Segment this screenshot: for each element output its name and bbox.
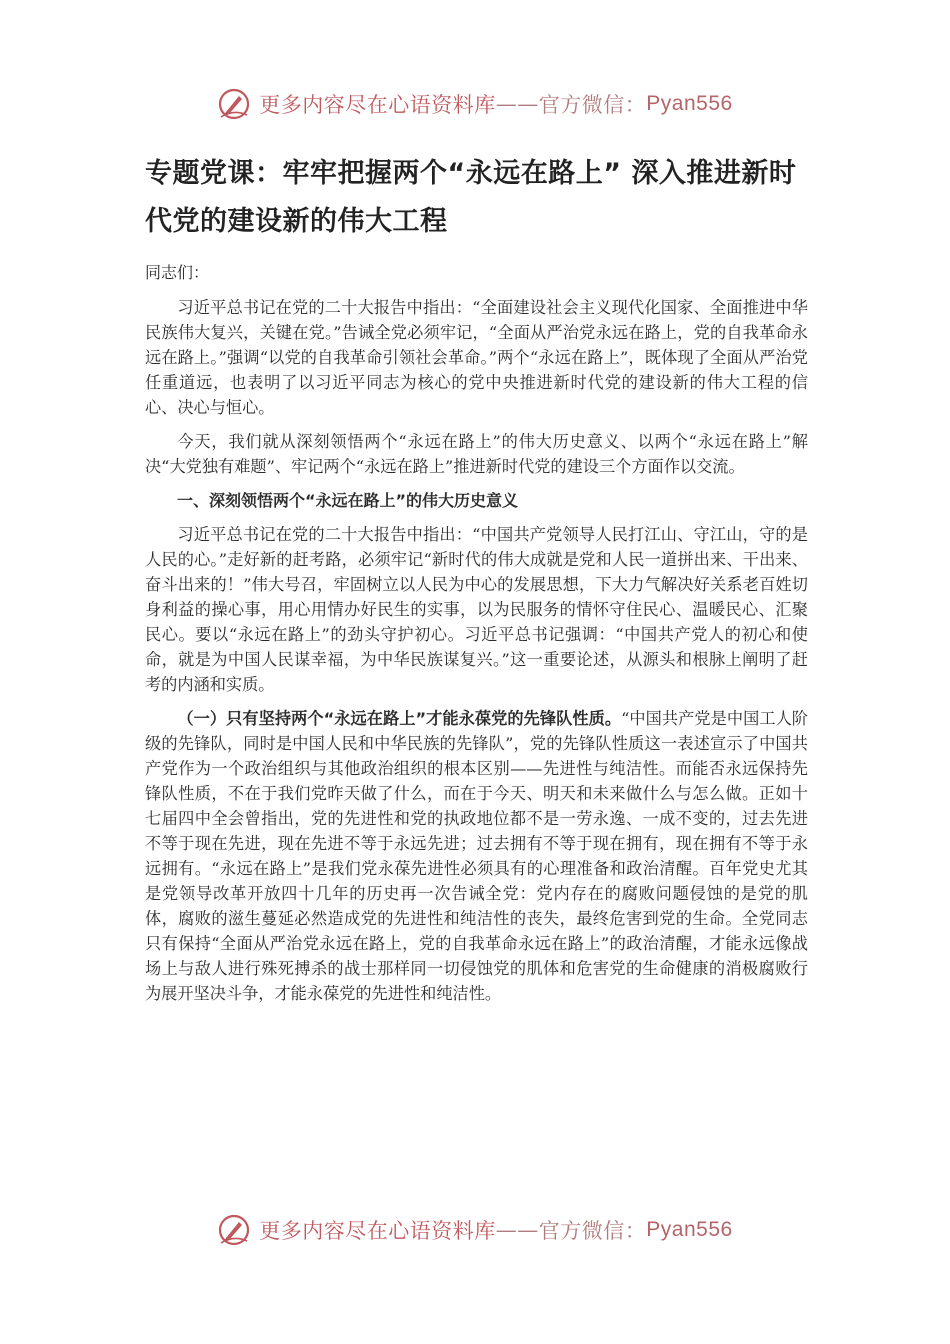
pen-logo-icon <box>217 87 251 121</box>
banner-wechat-id: Pyan556 <box>646 92 733 115</box>
subsection-body: “中国共产党是中国工人阶级的先锋队，同时是中国人民和中华民族的先锋队”，党的先锋队性质这一表述宣示了中国共产党作为一个政治组织与其他政治组织的根本区别——先进性与纯洁性。而能否永远保持先锋队性质，不在于我们党昨天做了什么，而在于今天、明天和未来做什么与怎么做。正如十七届四中全会曾指出，党的先进性和党的执政地位都不是一劳永逸、一成不变的，过去先进不等于现在先进，现在先进不等于永远先进；过去拥有不等于现在拥有，现在拥有不等于永远拥有。“永远在路上”是我们党永葆先进性必须具有的心理准备和政治清醒。百年党史尤其是党领导改革开放四十几年的历史再一次告诫全党：党内存在的腐败问题侵蚀的是党的肌体，腐败的滋生蔓延必然造成党的先进性和纯洁性的丧失，最终危害到党的生命。全党同志只有保持“全面从严治党永远在路上，党的自我革命永远在路上”的政治清醒，才能永远像战场上与敌人进行殊死搏杀的战士那样同一切侵蚀党的肌体和危害党的生命健康的消极腐败行为展开坚决斗争，才能永葆党的先进性和纯洁性。 <box>145 709 808 1003</box>
banner-text: 更多内容尽在心语资料库 <box>259 1219 496 1243</box>
paragraph-overview: 今天，我们就从深刻领悟两个“永远在路上”的伟大历史意义、以两个“永远在路上”解决“大党独有难题”、牢记两个“永远在路上”推进新时代党的建设三个方面作以交流。 <box>145 432 808 476</box>
banner-wechat-id: Pyan556 <box>646 1218 733 1241</box>
pen-logo-icon <box>217 1213 251 1247</box>
document-title: 专题党课：牢牢把握两个“永远在路上” 深入推进新时代党的建设新的伟大工程 <box>145 158 797 237</box>
document-body <box>145 150 808 1015</box>
banner-wechat-label: 官方微信： <box>538 1219 647 1243</box>
footer-banner <box>0 1210 950 1250</box>
subsection-lead: （一）只有坚持两个“永远在路上”才能永葆党的先锋队性质。 <box>177 709 622 728</box>
salutation: 同志们： <box>145 263 210 282</box>
banner-dash: —— <box>495 92 539 116</box>
header-banner <box>0 84 950 124</box>
banner-text: 更多内容尽在心语资料库 <box>259 93 496 117</box>
paragraph-subsection-1 <box>145 706 808 1006</box>
paragraph-section-1: 习近平总书记在党的二十大报告中指出：“中国共产党领导人民打江山、守江山，守的是人民的心。”走好新的赶考路，必须牢记“新时代的伟大成就是党和人民一道拼出来、干出来、奋斗出来的！”伟大号召，牢固树立以人民为中心的发展思想，下大力气解决好关系老百姓切身利益的操心事，用心用情办好民生的实事，以为民服务的情怀守住民心、温暖民心、汇聚民心。要以“永远在路上”的劲头守护初心。习近平总书记强调：“中国共产党人的初心和使命，就是为中国人民谋幸福，为中华民族谋复兴。”这一重要论述，从源头和根脉上阐明了赶考的内涵和实质。 <box>145 525 808 694</box>
banner-dash: —— <box>495 1218 539 1242</box>
section-heading-1: 一、深刻领悟两个“永远在路上”的伟大历史意义 <box>177 491 519 510</box>
banner-wechat-label: 官方微信： <box>538 93 647 117</box>
paragraph-intro: 习近平总书记在党的二十大报告中指出：“全面建设社会主义现代化国家、全面推进中华民族伟大复兴，关键在党。”告诫全党必须牢记，“全面从严治党永远在路上，党的自我革命永远在路上。”强调“以党的自我革命引领社会革命。”两个“永远在路上”，既体现了全面从严治党任重道远，也表明了以习近平同志为核心的党中央推进新时代党的建设新的伟大工程的信心、决心与恒心。 <box>145 298 808 417</box>
